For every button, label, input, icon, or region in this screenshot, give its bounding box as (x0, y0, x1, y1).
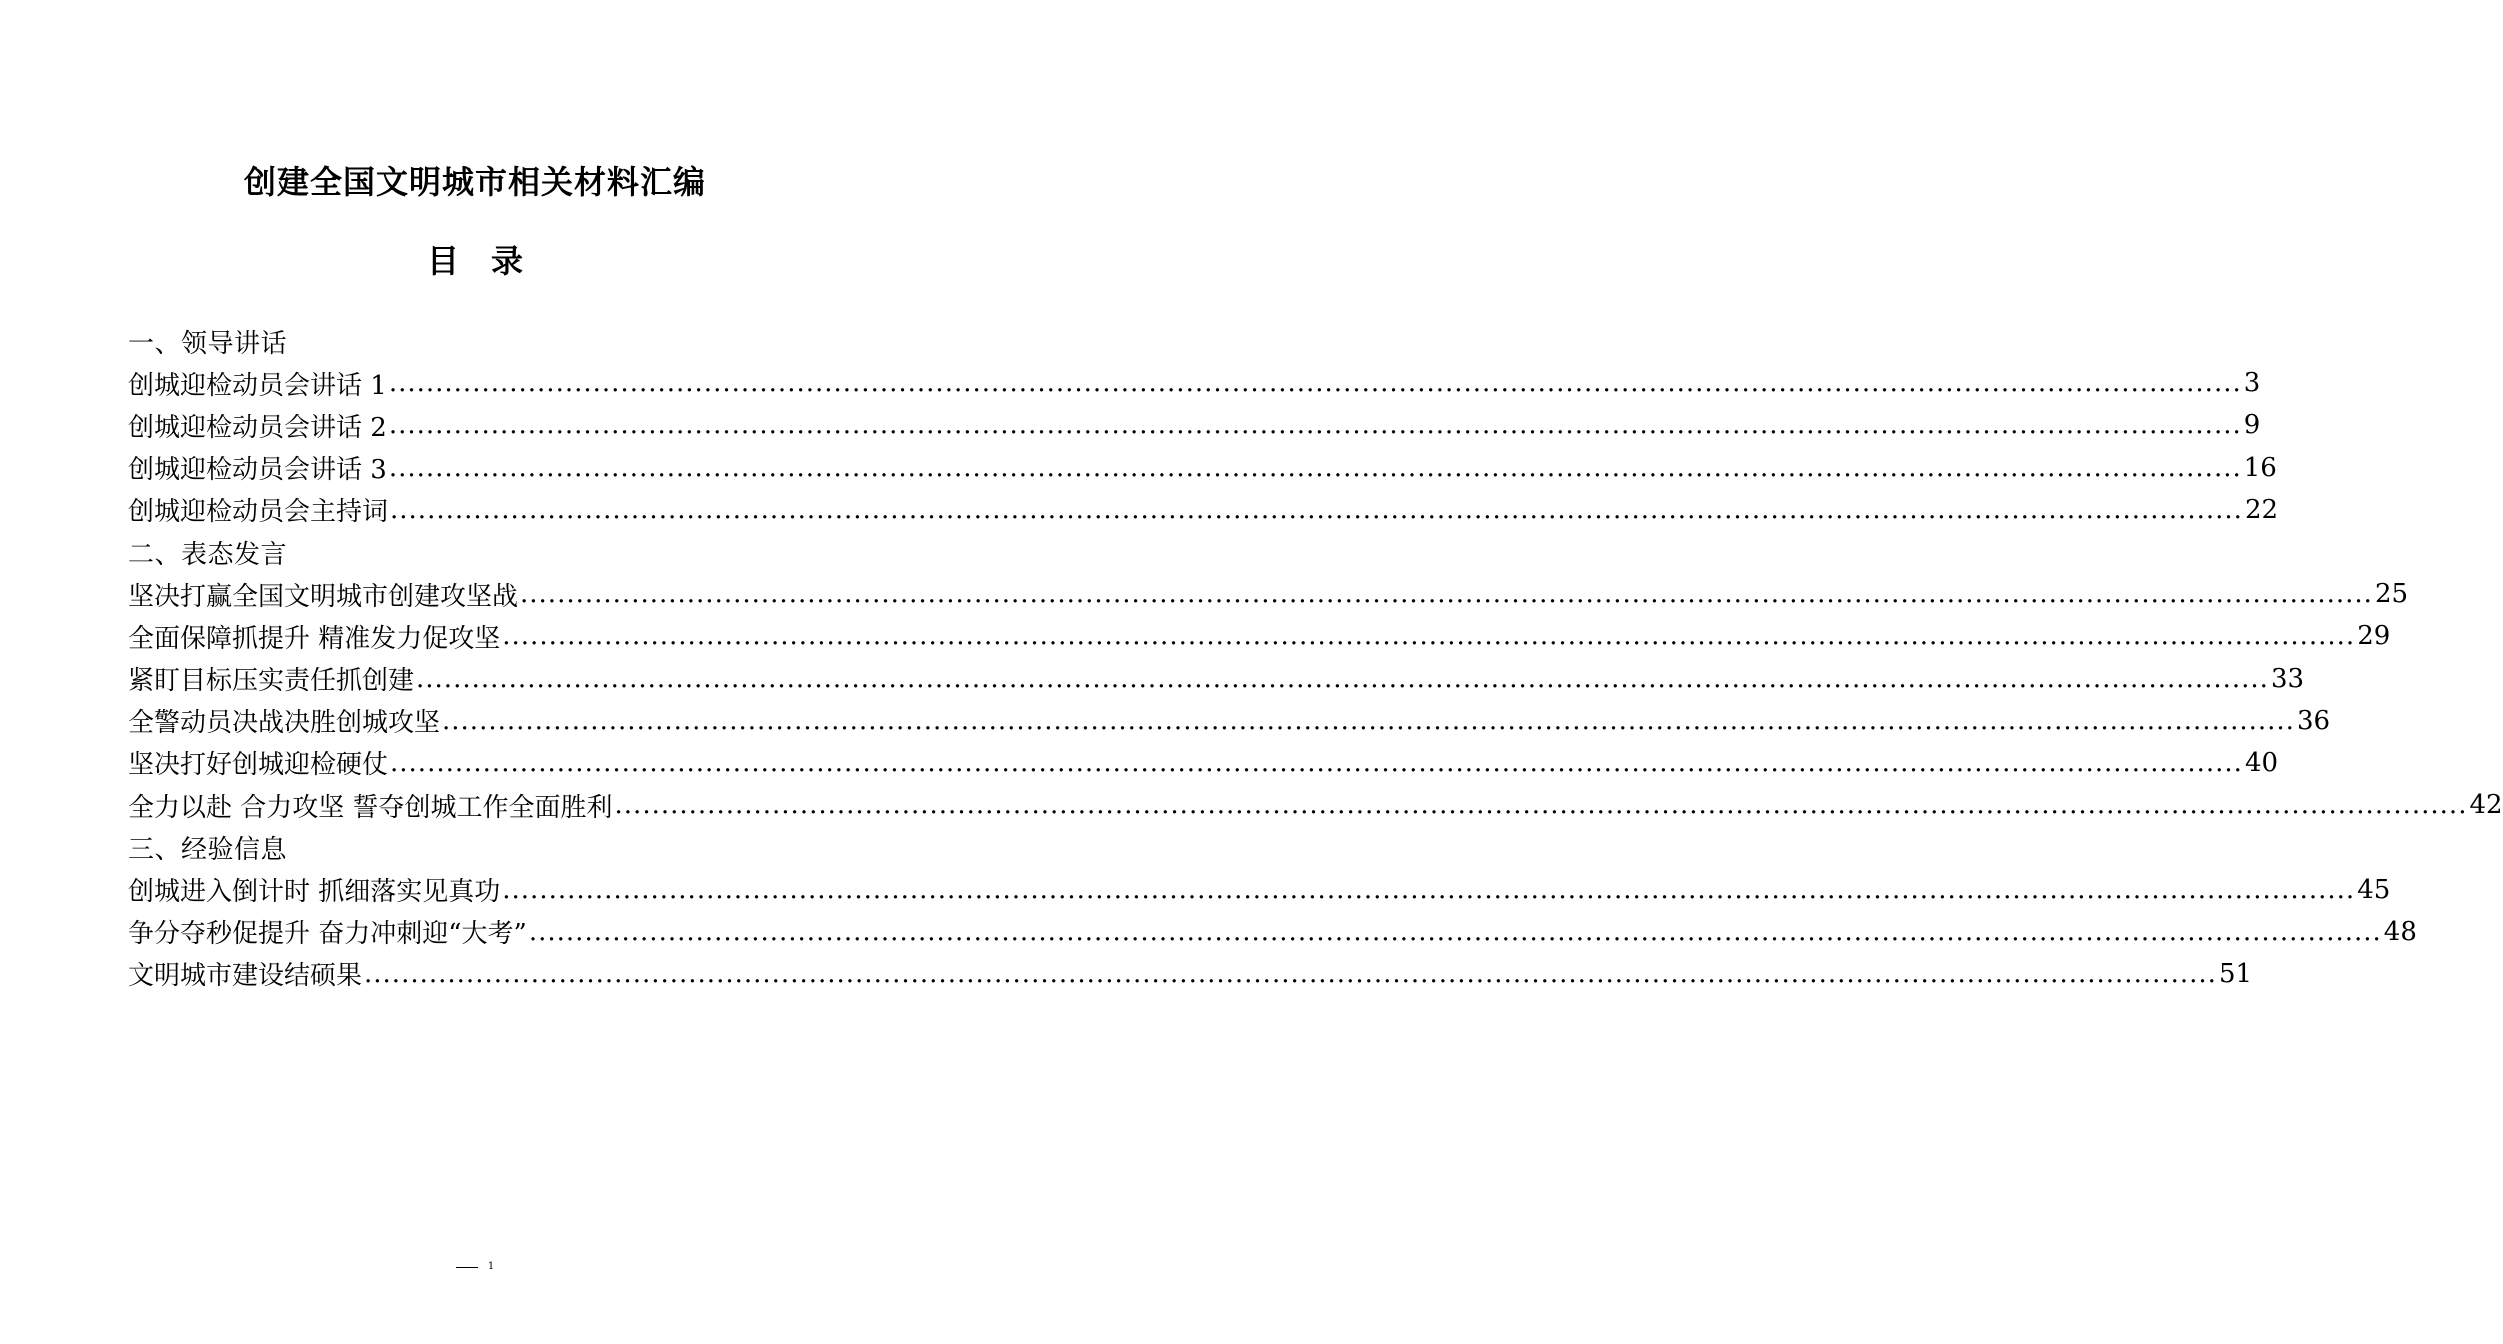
toc-leader-dots: ........................................................................................................................................................................................................ (388, 410, 2242, 441)
toc-entry[interactable] (128, 362, 2261, 404)
toc-section-heading (128, 531, 828, 573)
toc-leader-dots: ........................................................................................................................................................................................................ (442, 705, 2295, 736)
toc-page-number: 3 (2243, 368, 2261, 399)
toc-heading-char: 目 (426, 242, 459, 280)
toc-entry[interactable] (128, 489, 2279, 531)
toc-entry[interactable] (128, 447, 2277, 489)
toc-entry[interactable] (128, 742, 2279, 784)
toc-entry[interactable] (128, 573, 2409, 615)
document-title: 创建全国文明城市相关材料汇编 (243, 163, 706, 201)
toc-section-heading (128, 320, 828, 362)
toc-entry-label: 创城迎检动员会讲话 2 (128, 412, 387, 443)
toc-entry-label: 全力以赴 合力攻坚 誓夺创城工作全面胜利 (128, 792, 613, 823)
toc-entry[interactable] (128, 784, 2503, 826)
toc-entry[interactable] (128, 658, 2305, 700)
toc-heading-char: 录 (491, 242, 524, 280)
toc-entry[interactable] (128, 911, 2417, 953)
toc-leader-dots: ........................................................................................................................................................................................................ (502, 874, 2356, 905)
toc-entry[interactable] (128, 868, 2391, 910)
toc-heading (0, 237, 950, 285)
toc-entry-label: 文明城市建设结硕果 (128, 961, 363, 992)
toc-entry-label: 全警动员决战决胜创城攻坚 (128, 708, 441, 739)
toc-entry-label: 坚决打好创城迎检硬仗 (128, 750, 389, 781)
toc-page-number: 29 (2357, 621, 2391, 652)
toc-leader-dots: ........................................................................................................................................................................................................ (502, 621, 2356, 652)
toc-entry-label: 创城迎检动员会讲话 3 (128, 455, 387, 486)
toc-page-number: 45 (2357, 874, 2391, 905)
toc-page-number: 40 (2244, 747, 2279, 778)
toc-page-number: 25 (2374, 579, 2409, 610)
toc-entry[interactable] (128, 700, 2331, 742)
toc-section-label: 二、表态发言 (128, 539, 288, 570)
toc-leader-dots: ........................................................................................................................................................................................................ (390, 747, 2243, 778)
toc-entry-label: 创城迎检动员会主持词 (128, 497, 389, 528)
toc-entry-label: 争分夺秒促提升 奋力冲刺迎“大考” (128, 919, 527, 950)
toc-entry-label: 紧盯目标压实责任抓创建 (128, 666, 415, 697)
toc-page-number: 33 (2270, 663, 2305, 694)
toc-leader-dots: ........................................................................................................................................................................................................ (528, 916, 2382, 947)
page-footer (0, 1258, 950, 1276)
toc-page-number: 51 (2218, 958, 2253, 989)
footer-page-number: 1 (487, 1261, 495, 1272)
toc-leader-dots: ........................................................................................................................................................................................................ (388, 452, 2242, 483)
toc-entry-label: 创城迎检动员会讲话 1 (128, 370, 387, 401)
toc-page-number: 9 (2243, 410, 2261, 441)
toc-leader-dots: ........................................................................................................................................................................................................ (614, 790, 2468, 821)
toc-leader-dots: ........................................................................................................................................................................................................ (520, 579, 2373, 610)
footer-dash (456, 1267, 478, 1268)
toc-entry-label: 全面保障抓提升 精准发力促攻坚 (128, 623, 501, 654)
toc-entry[interactable] (128, 404, 2261, 446)
toc-leader-dots: ........................................................................................................................................................................................................ (364, 958, 2217, 989)
toc-page-number: 16 (2243, 452, 2277, 483)
toc-section-heading (128, 826, 828, 868)
toc-leader-dots: ........................................................................................................................................................................................................ (388, 368, 2242, 399)
toc-leader-dots: ........................................................................................................................................................................................................ (390, 494, 2243, 525)
toc-page-number: 42 (2469, 790, 2503, 821)
toc-page-number: 48 (2383, 916, 2417, 947)
toc-page-number: 22 (2244, 494, 2279, 525)
toc-leader-dots: ........................................................................................................................................................................................................ (416, 663, 2269, 694)
toc-section-label: 三、经验信息 (128, 834, 288, 865)
toc-page-number: 36 (2296, 705, 2331, 736)
toc-entry[interactable] (128, 953, 2253, 995)
table-of-contents (128, 320, 2503, 995)
toc-entry-label: 坚决打赢全国文明城市创建攻坚战 (128, 581, 519, 612)
toc-entry-label: 创城进入倒计时 抓细落实见真功 (128, 877, 501, 908)
toc-entry[interactable] (128, 615, 2391, 657)
toc-section-label: 一、领导讲话 (128, 328, 288, 359)
